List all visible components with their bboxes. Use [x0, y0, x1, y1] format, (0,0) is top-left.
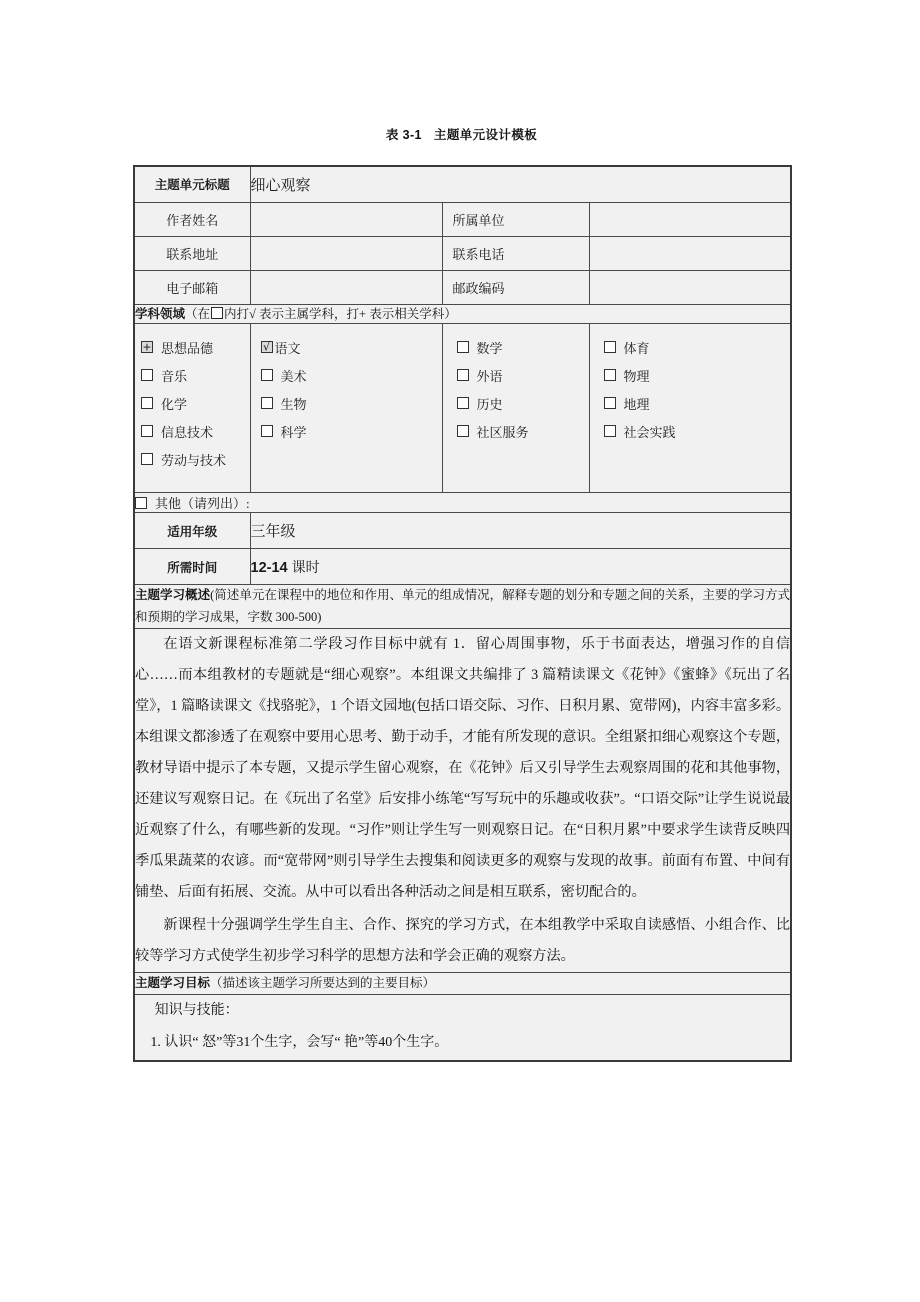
subject-label: 历史 [476, 396, 503, 412]
subject-checkbox-item[interactable] [141, 333, 250, 361]
checkbox-icon[interactable] [141, 397, 153, 409]
subject-label: 美术 [280, 368, 307, 384]
table-row [134, 202, 791, 236]
checkbox-icon[interactable] [141, 369, 153, 381]
subject-label: 语文 [274, 340, 301, 356]
subject-column-1 [134, 324, 250, 493]
subject-checkbox-item[interactable] [261, 417, 442, 445]
author-label: 作者姓名 [134, 202, 250, 236]
overview-body [134, 629, 791, 972]
address-value[interactable] [250, 236, 442, 270]
address-label: 联系地址 [134, 236, 250, 270]
subject-checkbox-item[interactable] [604, 333, 791, 361]
postcode-label: 邮政编码 [442, 270, 589, 304]
other-subject-row [134, 493, 791, 513]
checkbox-icon[interactable] [457, 369, 469, 381]
phone-value[interactable] [589, 236, 791, 270]
subject-checkbox-item[interactable] [141, 417, 250, 445]
overview-title: 主题学习概述 [135, 588, 211, 603]
unit-design-table [133, 165, 792, 1062]
email-label: 电子邮箱 [134, 270, 250, 304]
subject-checkbox-item[interactable] [457, 333, 589, 361]
checkbox-icon[interactable] [261, 369, 273, 381]
checkbox-icon[interactable] [457, 425, 469, 437]
subject-label: 地理 [623, 396, 650, 412]
subject-label: 生物 [280, 396, 307, 412]
subject-column-4 [589, 324, 791, 493]
subject-checkbox-item[interactable] [457, 389, 589, 417]
checkbox-icon[interactable] [261, 425, 273, 437]
unit-title-value[interactable]: 细心观察 [250, 166, 791, 202]
postcode-value[interactable] [589, 270, 791, 304]
goals-title: 主题学习目标 [135, 975, 211, 990]
checkbox-icon[interactable] [141, 425, 153, 437]
overview-note: (简述单元在课程中的地位和作用、单元的组成情况，解释专题的划分和专题之间的关系，主要的学习方式和预期的学习成果，字数 300-500) [135, 588, 791, 624]
goals-body-row [134, 995, 791, 1061]
table-row [134, 166, 791, 202]
subject-checkbox-item[interactable] [141, 445, 250, 473]
goals-header-row [134, 972, 791, 995]
subject-checkbox-item[interactable] [261, 333, 442, 361]
table-row [134, 270, 791, 304]
goals-body [134, 995, 791, 1061]
table-caption [133, 125, 790, 143]
subject-grid-row [134, 324, 791, 493]
goals-note: （描述该主题学习所要达到的主要目标） [210, 975, 436, 990]
subject-label: 物理 [623, 368, 650, 384]
checkbox-icon[interactable] [604, 369, 616, 381]
checkbox-icon[interactable] [261, 341, 273, 353]
checkbox-icon[interactable] [141, 341, 153, 353]
phone-label: 联系电话 [442, 236, 589, 270]
other-label: 其他（请列出）: [155, 496, 250, 512]
subject-checkbox-item[interactable] [457, 361, 589, 389]
time-value: 12-14 [250, 559, 288, 576]
grade-label: 适用年级 [134, 513, 250, 549]
checkbox-icon[interactable] [261, 397, 273, 409]
subject-label: 体育 [623, 340, 650, 356]
overview-header [134, 585, 791, 629]
time-label: 所需时间 [134, 549, 250, 585]
org-label: 所属单位 [442, 202, 589, 236]
checkbox-mark: + [142, 340, 152, 354]
subject-label: 数学 [476, 340, 503, 356]
subject-label: 外语 [476, 368, 503, 384]
time-unit: 课时 [291, 560, 320, 576]
goals-item: 1. 认识“ 怒”等31个生字，会写“ 艳”等40个生字。 [150, 1035, 449, 1051]
other-checkbox-item[interactable] [135, 493, 790, 512]
overview-paragraph: 在语文新课程标准第二学段习作目标中就有 1．留心周围事物，乐于书面表达，增强习作的自信心……而本组教材的专题就是“细心观察”。本组课文共编排了 3 篇精读课文《花钟》《蜜蜂》《玩出了名堂》，1 篇略读课文《找骆驼》，1 个语文园地(包括口语交际、习作、日积月累、宽带网)，内容丰富多彩。本组课文都渗透了在观察中要用心思考、勤于动手，才能有所发现的意识。全组紧扣细心观察这个专题，教材导语中提示了本专题，又提示学生留心观察，在《花钟》后又引导学生去观察周围的花和其他事物，还建议写观察日记。在《玩出了名堂》后安排小练笔“写写玩中的乐趣或收获”。“口语交际”让学生说说最近观察了什么，有哪些新的发现。“习作”则让学生写一则观察日记。在“日积月累”中要求学生读背反映四季瓜果蔬菜的农谚。而“宽带网”则引导学生去搜集和阅读更多的观察与发现的故事。前面有布置、中间有铺垫、后面有拓展、交流。从中可以看出各种活动之间是相互联系，密切配合的。 [135, 636, 791, 900]
time-value-cell[interactable] [250, 549, 791, 585]
subject-area-header-row [134, 304, 791, 324]
table-title: 主题单元设计模板 [433, 128, 538, 142]
checkbox-icon[interactable] [457, 341, 469, 353]
checkbox-icon[interactable] [141, 453, 153, 465]
subject-area-note-before: （在 [185, 306, 211, 321]
subject-checkbox-item[interactable] [604, 417, 791, 445]
table-row [134, 513, 791, 549]
subject-label: 化学 [161, 396, 188, 412]
subject-column-3 [442, 324, 589, 493]
subject-label: 劳动与技术 [161, 452, 227, 468]
subject-label: 社区服务 [476, 424, 529, 440]
checkbox-icon[interactable] [604, 425, 616, 437]
checkbox-icon[interactable] [604, 397, 616, 409]
overview-body-row [134, 629, 791, 972]
subject-checkbox-item[interactable] [604, 361, 791, 389]
subject-area-note-after: 内打√ 表示主属学科，打+ 表示相关学科） [224, 306, 457, 321]
other-subject-cell [134, 493, 791, 513]
subject-label: 思想品德 [161, 340, 214, 356]
subject-area-header [134, 304, 791, 324]
subject-label: 信息技术 [161, 424, 214, 440]
unit-title-label: 主题单元标题 [134, 166, 250, 202]
goals-subheading: 知识与技能： [154, 1003, 239, 1019]
goals-header [134, 972, 791, 995]
grade-value[interactable]: 三年级 [250, 513, 791, 549]
checkbox-icon[interactable] [457, 397, 469, 409]
checkbox-mark: √ [262, 340, 270, 354]
subject-checkbox-item[interactable] [141, 389, 250, 417]
table-row [134, 236, 791, 270]
subject-area-title: 学科领域 [135, 306, 186, 321]
subject-checkbox-item[interactable] [261, 389, 442, 417]
subject-checkbox-item[interactable] [457, 417, 589, 445]
subject-label: 音乐 [161, 368, 188, 384]
subject-label: 科学 [280, 424, 307, 440]
overview-header-row [134, 585, 791, 629]
author-value[interactable] [250, 202, 442, 236]
subject-checkbox-item[interactable] [141, 361, 250, 389]
checkbox-icon [211, 307, 223, 319]
subject-label: 社会实践 [623, 424, 676, 440]
subject-column-2 [250, 324, 442, 493]
overview-paragraph: 新课程十分强调学生学生自主、合作、探究的学习方式，在本组教学中采取自读感悟、小组合作、比较等学习方式使学生初步学习科学的思想方法和学会正确的观察方法。 [135, 916, 791, 964]
subject-checkbox-item[interactable] [604, 389, 791, 417]
table-number: 表 3-1 [385, 128, 422, 142]
table-row [134, 549, 791, 585]
email-value[interactable] [250, 270, 442, 304]
subject-checkbox-item[interactable] [261, 361, 442, 389]
org-value[interactable] [589, 202, 791, 236]
checkbox-icon[interactable] [135, 497, 147, 509]
checkbox-icon[interactable] [604, 341, 616, 353]
